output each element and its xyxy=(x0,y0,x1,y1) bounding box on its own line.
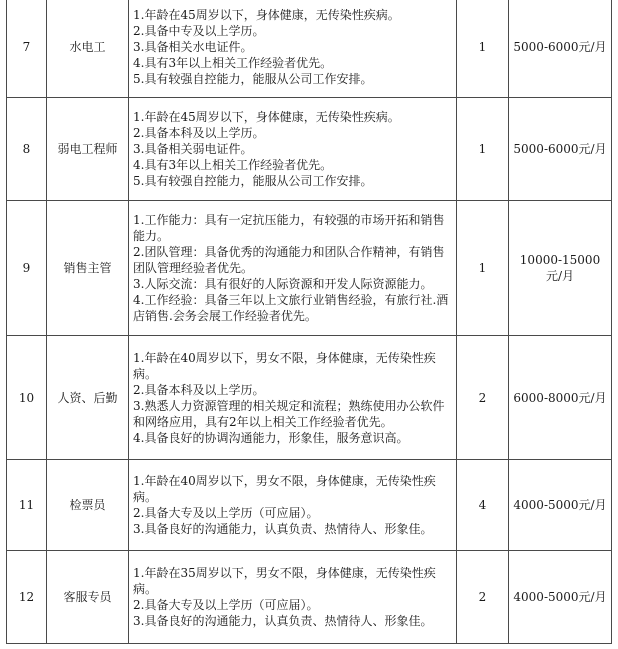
requirement-item: 2.具备大专及以上学历（可应届）。 xyxy=(133,506,319,520)
table-row xyxy=(7,460,612,551)
table-row xyxy=(7,551,612,644)
requirement-item: 4.工作经验：具备三年以上文旅行业销售经验，有旅行社.酒店销售.会务会展工作经验者优先。 xyxy=(133,293,449,323)
requirement-item: 1.年龄在45周岁以下，身体健康，无传染性疾病。 xyxy=(133,110,400,124)
headcount: 2 xyxy=(457,551,509,644)
requirement-item: 5.具有较强自控能力，能服从公司工作安排。 xyxy=(133,174,373,188)
requirement-item: 4.具有3年以上相关工作经验者优先。 xyxy=(133,158,333,172)
requirement-item: 3.具备良好的沟通能力，认真负责、热情待人、形象佳。 xyxy=(133,522,433,536)
requirement-item: 1.工作能力：具有一定抗压能力，有较强的市场开拓和销售能力。 xyxy=(133,213,445,243)
requirement-item: 3.具备良好的沟通能力，认真负责、热情待人、形象佳。 xyxy=(133,614,433,628)
row-number: 9 xyxy=(7,201,47,336)
headcount: 2 xyxy=(457,336,509,460)
job-listing-table xyxy=(6,0,612,644)
requirement-item: 3.具备相关弱电证件。 xyxy=(133,142,253,156)
job-requirements xyxy=(129,0,457,98)
requirement-item: 3.熟悉人力资源管理的相关规定和流程；熟练使用办公软件和网络应用，具有2年以上相关工作经验者优先。 xyxy=(133,398,445,429)
salary: 4000-5000元/月 xyxy=(509,551,612,644)
requirement-item: 2.具备本科及以上学历。 xyxy=(133,382,265,397)
job-title: 弱电工程师 xyxy=(47,98,129,201)
salary: 6000-8000元/月 xyxy=(509,336,612,460)
job-title: 检票员 xyxy=(47,460,129,551)
requirement-item: 2.具备中专及以上学历。 xyxy=(133,24,265,38)
row-number: 7 xyxy=(7,0,47,98)
salary: 10000-15000元/月 xyxy=(509,201,612,336)
row-number: 11 xyxy=(7,460,47,551)
job-title: 人资、后勤 xyxy=(47,336,129,460)
requirement-item: 1.年龄在40周岁以下，男女不限，身体健康，无传染性疾病。 xyxy=(133,350,436,381)
salary: 5000-6000元/月 xyxy=(509,0,612,98)
job-requirements xyxy=(129,98,457,201)
requirement-item: 3.具备相关水电证件。 xyxy=(133,40,253,54)
row-number: 10 xyxy=(7,336,47,460)
job-title: 销售主管 xyxy=(47,201,129,336)
row-number: 8 xyxy=(7,98,47,201)
job-requirements xyxy=(129,460,457,551)
requirement-item: 1.年龄在40周岁以下，男女不限，身体健康，无传染性疾病。 xyxy=(133,474,436,504)
job-requirements xyxy=(129,201,457,336)
table-row xyxy=(7,98,612,201)
salary: 4000-5000元/月 xyxy=(509,460,612,551)
requirement-item: 4.具备良好的协调沟通能力，形象佳，服务意识高。 xyxy=(133,430,409,445)
requirement-item: 2.团队管理：具备优秀的沟通能力和团队合作精神，有销售团队管理经验者优先。 xyxy=(133,245,445,275)
job-title: 客服专员 xyxy=(47,551,129,644)
headcount: 1 xyxy=(457,201,509,336)
table-row xyxy=(7,0,612,98)
requirement-item: 3.人际交流：具有很好的人际资源和开发人际资源能力。 xyxy=(133,277,433,291)
requirement-item: 1.年龄在45周岁以下，身体健康，无传染性疾病。 xyxy=(133,8,400,22)
requirement-item: 2.具备大专及以上学历（可应届）。 xyxy=(133,598,319,612)
table-row xyxy=(7,336,612,460)
table-row xyxy=(7,201,612,336)
requirement-item: 2.具备本科及以上学历。 xyxy=(133,126,265,140)
job-requirements xyxy=(129,336,457,460)
job-requirements xyxy=(129,551,457,644)
headcount: 4 xyxy=(457,460,509,551)
requirement-item: 4.具有3年以上相关工作经验者优先。 xyxy=(133,56,333,70)
salary: 5000-6000元/月 xyxy=(509,98,612,201)
requirement-item: 5.具有较强自控能力，能服从公司工作安排。 xyxy=(133,72,373,86)
requirement-item: 1.年龄在35周岁以下，男女不限，身体健康，无传染性疾病。 xyxy=(133,566,436,596)
headcount: 1 xyxy=(457,0,509,98)
headcount: 1 xyxy=(457,98,509,201)
row-number: 12 xyxy=(7,551,47,644)
job-title: 水电工 xyxy=(47,0,129,98)
